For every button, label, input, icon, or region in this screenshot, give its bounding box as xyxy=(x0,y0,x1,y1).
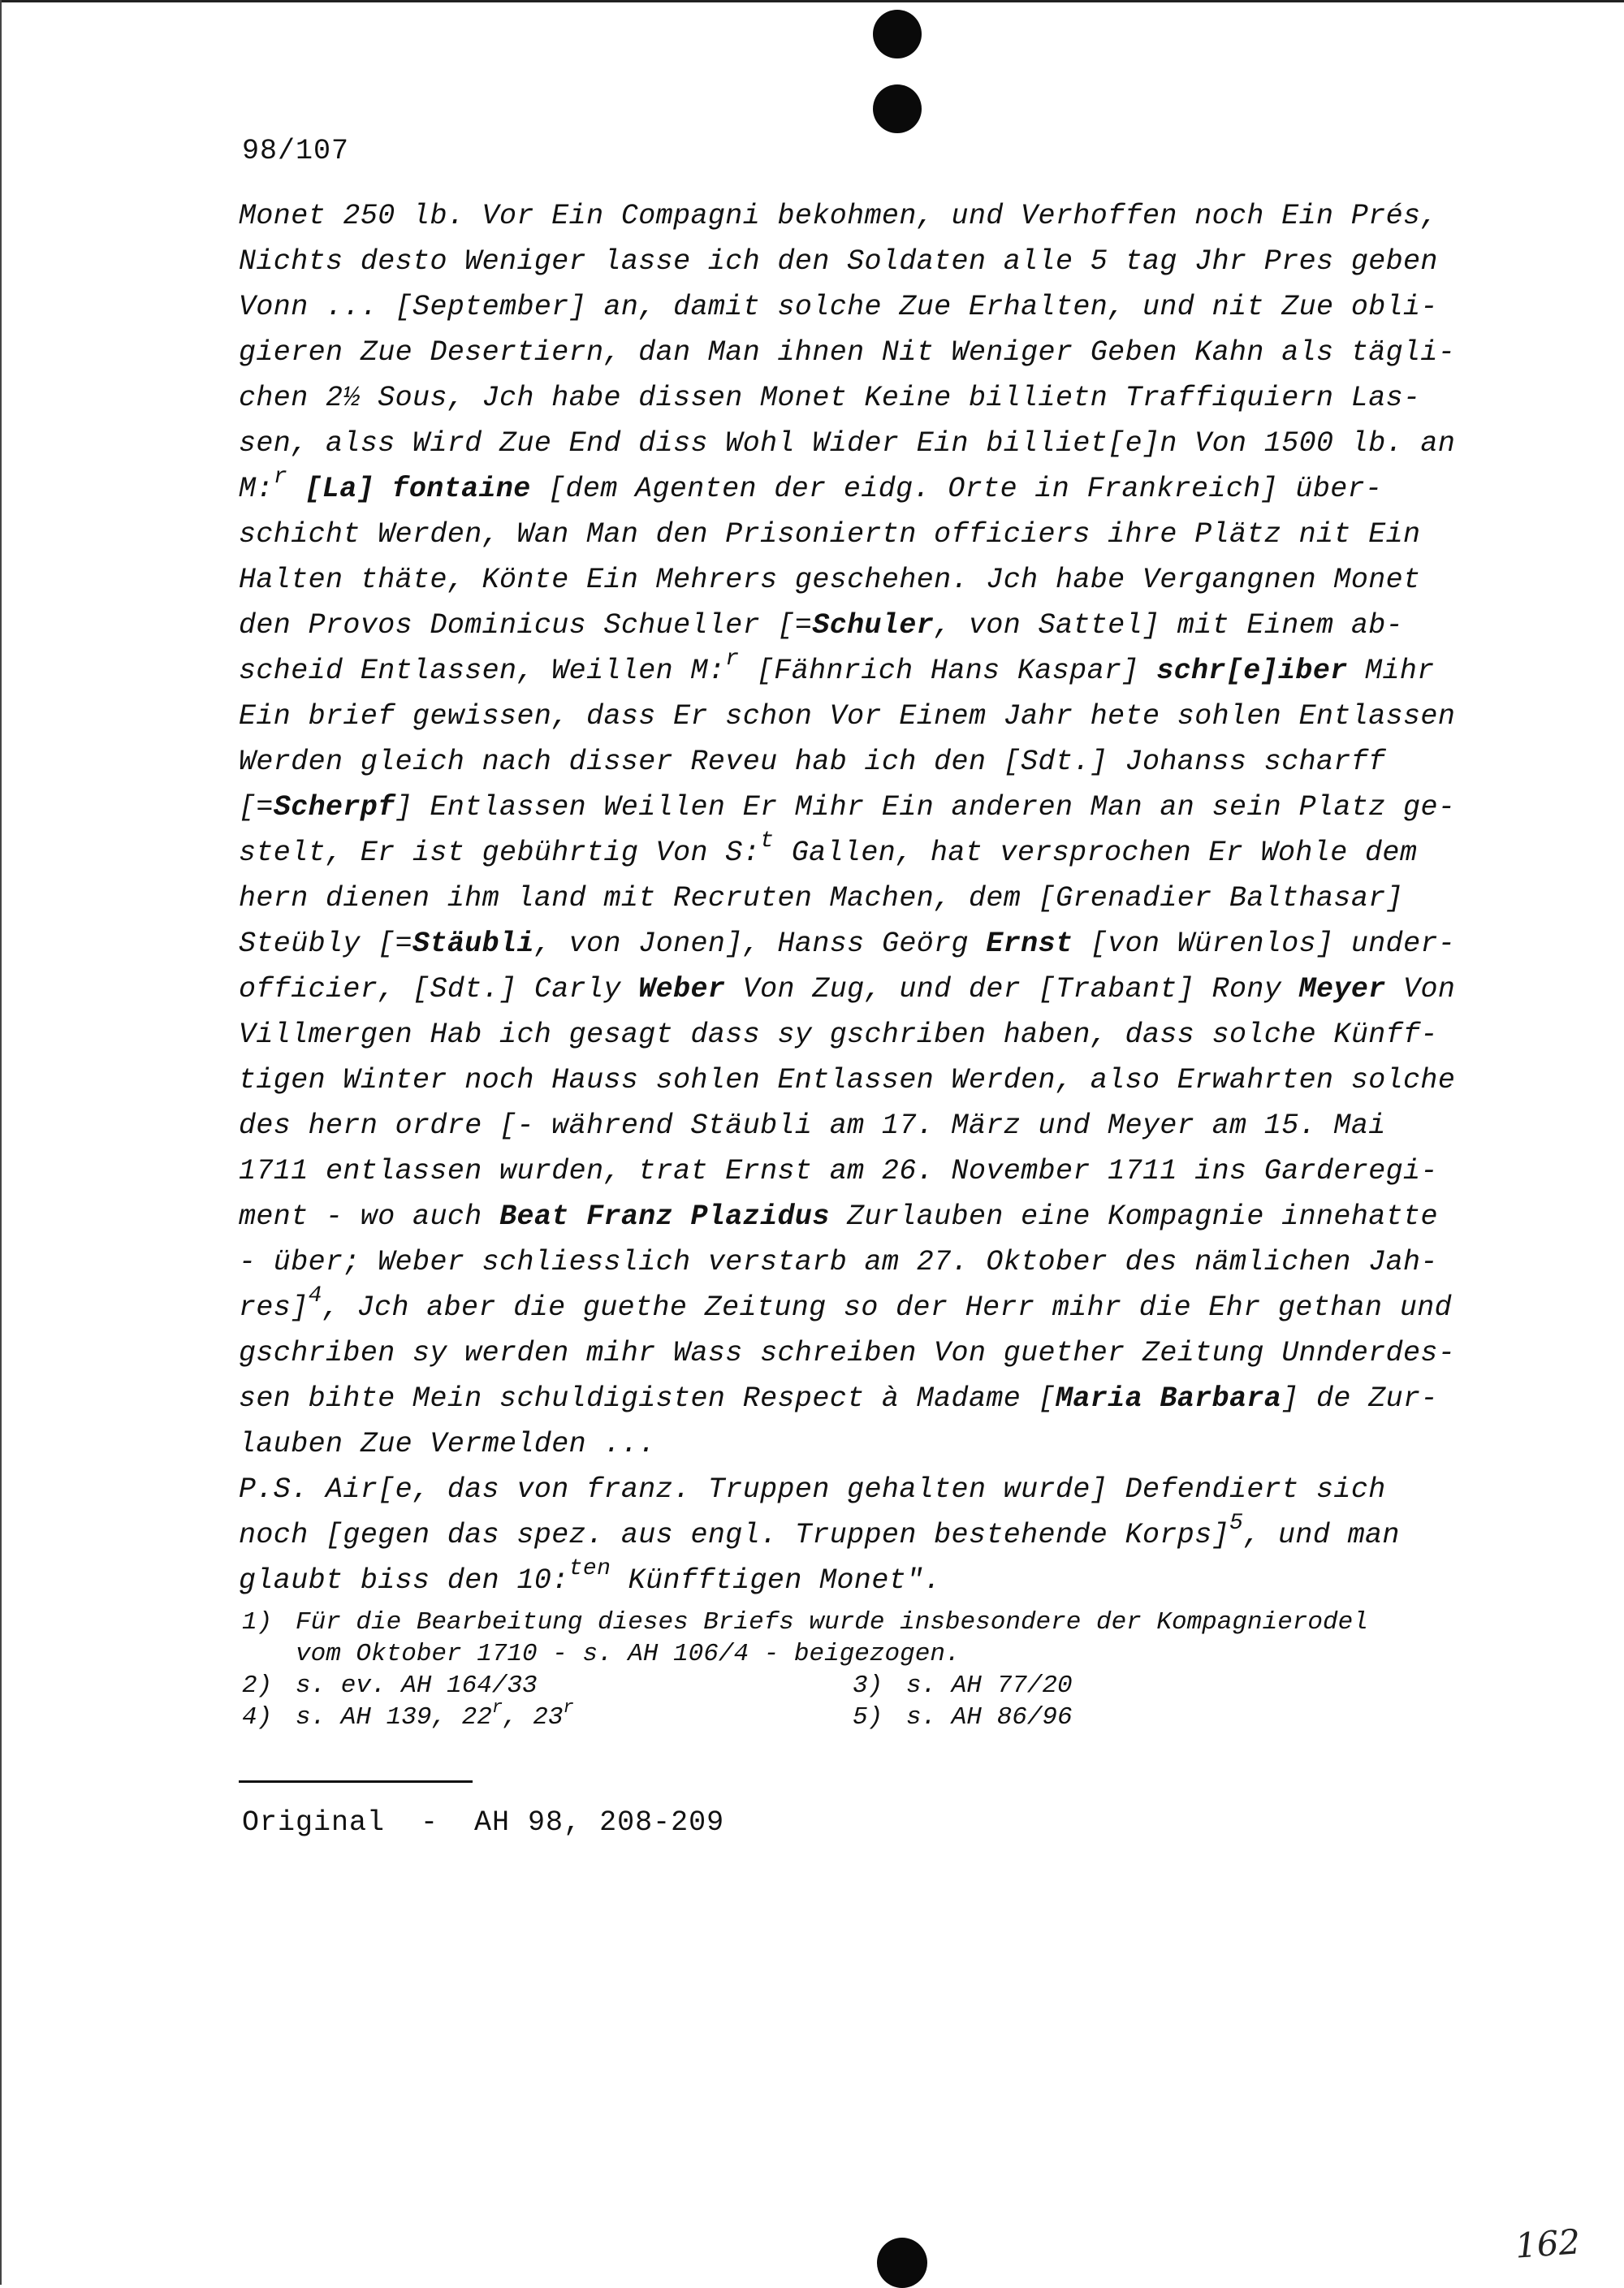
handwritten-page-number: 162 xyxy=(1514,2221,1582,2266)
footnote-text: s. AH 139, 22 xyxy=(296,1703,492,1732)
text-line: [=Scherpf] Entlassen Weillen Er Mihr Ein anderen Man an sein Platz ge- xyxy=(239,791,1456,824)
text-line: sen, alss Wird Zue End diss Wohl Wider Ein billiet[e]n Von 1500 lb. an xyxy=(239,427,1456,460)
text-line: Nichts desto Weniger lasse ich den Soldaten alle 5 tag Jhr Pres geben xyxy=(239,245,1438,278)
bold-name: Stäubli xyxy=(412,928,534,960)
superscript: r xyxy=(491,1697,503,1718)
bold-name: Ernst xyxy=(986,928,1073,960)
footnote-text: vom Oktober 1710 - s. AH 106/4 - beigezogen. xyxy=(296,1640,961,1668)
bold-name: Beat Franz Plazidus xyxy=(499,1200,830,1233)
footnote-number: 3) xyxy=(853,1672,883,1700)
source-divider xyxy=(239,1780,473,1783)
text-line: Villmergen Hab ich gesagt dass sy gschriben haben, dass solche Künff- xyxy=(239,1019,1438,1051)
superscript: r xyxy=(725,647,740,673)
text-line: chen 2½ Sous, Jch habe dissen Monet Keine billietn Traffiquiern Las- xyxy=(239,382,1421,414)
text-line: M:$^r$ [La] fontaine [dem Agenten der eidg. Orte in Frankreich] über- xyxy=(239,465,1383,505)
footnote-number: 5) xyxy=(853,1703,883,1732)
punch-hole-bottom xyxy=(877,2238,927,2288)
footnote-number: 1) xyxy=(242,1608,273,1637)
footnote-1-continuation xyxy=(242,1638,1492,1670)
text-line: Steübly [=Stäubli, von Jonen], Hanss Geörg Ernst [von Würenlos] under- xyxy=(239,928,1456,960)
bold-name: Weber xyxy=(638,973,726,1006)
text-line: officier, [Sdt.] Carly Weber Von Zug, und der [Trabant] Rony Meyer Von xyxy=(239,973,1456,1006)
footnote-3 xyxy=(853,1670,1073,1702)
source-reference: Original - AH 98, 208-209 xyxy=(242,1806,725,1839)
footnote-number: 2) xyxy=(242,1672,273,1700)
text-line: des hern ordre [- während Stäubli am 17. März und Meyer am 15. Mai xyxy=(239,1109,1386,1142)
bold-name: [La] fontaine xyxy=(304,473,531,505)
text-line: sen bihte Mein schuldigisten Respect à Madame [Maria Barbara] de Zur- xyxy=(239,1382,1438,1415)
footnote-text: s. ev. AH 164/33 xyxy=(296,1672,538,1700)
text-line: tigen Winter noch Hauss sohlen Entlassen Werden, also Erwahrten solche xyxy=(239,1064,1456,1096)
letter-body xyxy=(239,193,1489,1603)
text-line: Vonn ... [September] an, damit solche Zue Erhalten, und nit Zue obli- xyxy=(239,291,1438,323)
text-line: gieren Zue Desertiern, dan Man ihnen Nit Weniger Geben Kahn als tägli- xyxy=(239,336,1456,369)
text-line: lauben Zue Vermelden ... xyxy=(239,1428,656,1460)
footnote-text: s. AH 86/96 xyxy=(906,1703,1073,1732)
text-line: noch [gegen das spez. aus engl. Truppen bestehende Korps]$^5$, und man xyxy=(239,1511,1400,1551)
text-line: schicht Werden, Wan Man den Prisoniertn officiers ihre Plätz nit Ein xyxy=(239,518,1421,551)
text-line: scheid Entlassen, Weillen M:$^r$ [Fähnrich Hans Kaspar] schr[e]iber Mihr xyxy=(239,647,1435,687)
text-line: 1711 entlassen wurden, trat Ernst am 26. November 1711 ins Garderegi- xyxy=(239,1155,1438,1187)
footnote-text: , 23 xyxy=(503,1703,564,1732)
footnote-row-2-3 xyxy=(242,1670,1492,1702)
text-line: den Provos Dominicus Schueller [=Schuler, von Sattel] mit Einem ab- xyxy=(239,609,1404,642)
text-line: - über; Weber schliesslich verstarb am 27. Oktober des nämlichen Jah- xyxy=(239,1246,1438,1278)
superscript: ten xyxy=(568,1556,611,1582)
text-line: P.S. Air[e, das von franz. Truppen gehalten wurde] Defendiert sich xyxy=(239,1473,1386,1506)
superscript: r xyxy=(563,1697,574,1718)
footnotes xyxy=(242,1607,1492,1733)
page-edge-top xyxy=(0,0,1624,2)
bold-name: Meyer xyxy=(1298,973,1386,1006)
footnote-text: s. AH 77/20 xyxy=(906,1672,1073,1700)
bold-name: Maria Barbara xyxy=(1055,1382,1282,1415)
text-line: Halten thäte, Könte Ein Mehrers geschehen. Jch habe Vergangnen Monet xyxy=(239,564,1421,596)
footnote-2 xyxy=(242,1670,853,1702)
text-line: gschriben sy werden mihr Wass schreiben Von guether Zeitung Unnderdes- xyxy=(239,1337,1456,1369)
punch-hole-second xyxy=(873,84,922,133)
text-line: glaubt biss den 10:$^{ten}$ Künfftigen Monet". xyxy=(239,1556,941,1597)
footnote-5 xyxy=(853,1702,1073,1733)
bold-name: schr[e]iber xyxy=(1156,655,1348,687)
footnote-marker: 5 xyxy=(1229,1511,1244,1537)
superscript: t xyxy=(760,828,775,854)
footnote-1 xyxy=(242,1607,1492,1638)
text-line: Monet 250 lb. Vor Ein Compagni bekohmen, und Verhoffen noch Ein Prés, xyxy=(239,200,1438,232)
page-edge-left xyxy=(0,0,2,2285)
bold-name: Schuler xyxy=(812,609,935,642)
bold-name: Scherpf xyxy=(273,791,395,824)
superscript: r xyxy=(273,465,288,491)
footnote-marker: 4 xyxy=(308,1283,322,1309)
footnote-text: Für die Bearbeitung dieses Briefs wurde insbesondere der Kompagnierodel xyxy=(296,1608,1368,1637)
punch-hole-top xyxy=(873,10,922,58)
footnote-4 xyxy=(242,1697,853,1733)
text-line: Werden gleich nach disser Reveu hab ich den [Sdt.] Johanss scharff xyxy=(239,746,1386,778)
text-line: ment - wo auch Beat Franz Plazidus Zurlauben eine Kompagnie innehatte xyxy=(239,1200,1438,1233)
footnote-number: 4) xyxy=(242,1703,273,1732)
text-line: res]$^4$, Jch aber die guethe Zeitung so der Herr mihr die Ehr gethan und xyxy=(239,1283,1453,1324)
footnote-row-4-5 xyxy=(242,1697,1492,1733)
text-line: hern dienen ihm land mit Recruten Machen, dem [Grenadier Balthasar] xyxy=(239,882,1404,915)
text-line: stelt, Er ist gebührtig Von S:$^t$ Gallen, hat versprochen Er Wohle dem xyxy=(239,828,1418,869)
document-reference: 98/107 xyxy=(242,135,350,167)
text-line: Ein brief gewissen, dass Er schon Vor Einem Jahr hete sohlen Entlassen xyxy=(239,700,1456,733)
